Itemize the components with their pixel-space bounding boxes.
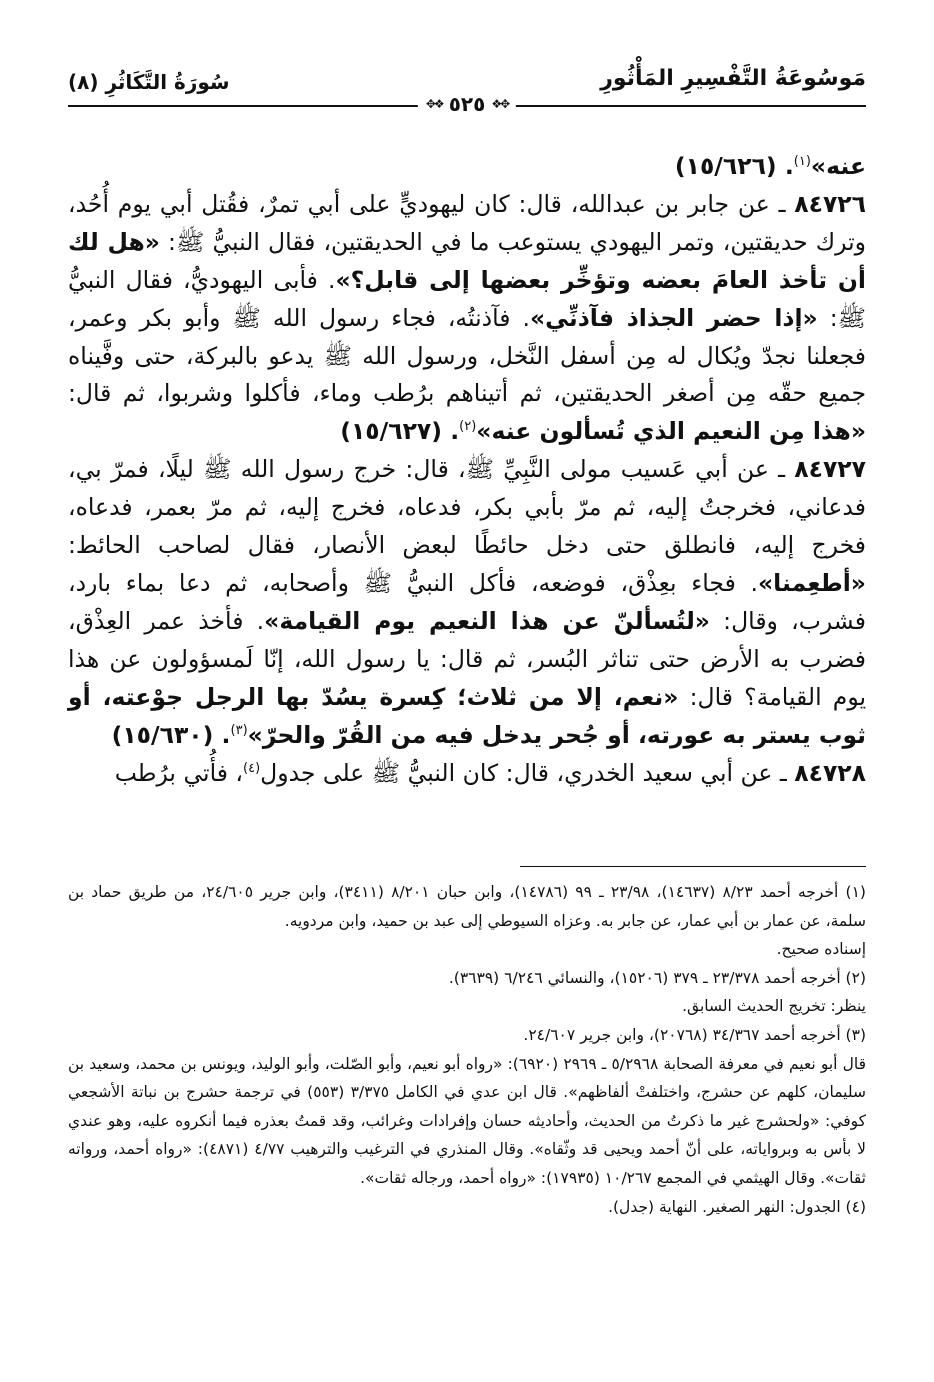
footnote-marker: (٢) <box>459 419 477 435</box>
footnotes <box>68 878 866 1221</box>
narration-text: ـ عن أبي عَسيب مولى النَّبِيِّ ﷺ، قال: خرج رسول الله ﷺ ليلًا، فمرّ بي، فدعاني، فخرجتُ إليه، ثم مرّ بأبي بكر، فدعاه، فخرج إليه، ثم مرّ بعمر، فدعاه، فخرج إليه، فانطلق حتى دخل حائطًا لبعض الأنصار، فقال لصاحب الحائط: <box>68 455 866 560</box>
surah-label: سُورَةُ التَّكَاثُرِ (٨) <box>68 70 230 94</box>
main-text <box>68 148 866 792</box>
ornament-right-icon: ❖✥ <box>491 97 509 111</box>
narration-text: . فآذنتُه، فجاء رسول الله ﷺ وأبو بكر وعمر، فجعلنا نجدّ ويُكال له مِن أسفل النَّخل، ورسول الله ﷺ يدعو بالبركة، حتى وفَّيناه جميع حقّه مِن أصغر الحديقتين، ثم أتيناهم برُطب وماء، فأكلوا وشربوا، ثم قال: <box>68 303 866 408</box>
narration-text: ـ عن أبي سعيد الخدري، قال: كان النبيُّ ﷺ على جدول <box>260 758 795 787</box>
hadith-number: ٨٤٧٢٧ <box>794 455 866 484</box>
narration-text: . فأبى اليهوديُّ، فقال النبيُّ ﷺ: <box>68 265 867 332</box>
hadith-number: ٨٤٧٢٨ <box>794 758 866 787</box>
prophetic-quote: «هذا مِن النعيم الذي تُسألون عنه» <box>476 417 866 446</box>
footnote: (١) أخرجه أحمد ٨/٢٣ (١٤٦٣٧)، ٢٣/٩٨ ـ ٩٩ (١٤٧٨٦)، وابن حبان ٨/٢٠١ (٣٤١١)، وابن جرير ٢٤/٦٠٥، من طريق حماد بن سلمة، عن عمار بن أبي عمار، عن جابر به. وعزاه السيوطي إلى عبد بن حميد، وابن مردويه. <box>68 883 866 930</box>
prophetic-quote: «لتُسألنّ عن هذا النعيم يوم القيامة» <box>264 606 710 635</box>
footnote-divider <box>520 866 866 867</box>
prophetic-quote: «أطعِمنا» <box>758 568 866 597</box>
volume-reference: . (١٥/٦٢٦) <box>674 152 794 180</box>
page-number-box <box>418 92 516 116</box>
volume-reference: . (١٥/٦٢٧) <box>340 417 460 446</box>
footnote-marker: (٣) <box>230 722 248 738</box>
hadith-number: ٨٤٧٢٦ <box>794 189 866 218</box>
prophetic-quote: «نعم، إلا من ثلاث؛ كِسرة يسُدّ بها الرجل جوْعته، أو ثوب يستر به عورته، أو جُحر يدخل فيه من القُرّ والحرّ» <box>68 682 866 749</box>
footnote: قال أبو نعيم في معرفة الصحابة ٥/٢٩٦٨ ـ ٢٩٦٩ (٦٩٢٠): «رواه أبو نعيم، وأبو الصّلت، وأبو الوليد، ويونس بن محمد، وسعيد بن سليمان، كلهم عن حشرج، واختلفتْ ألفاظهم». قال ابن عدي في الكامل ٣/٣٧٥ (٥٥٣) في ترجمة حشرج بن نباتة الأشجعي كوفي: «ولحشرج غير ما ذكرتُ من الحديث، وأحاديثه حسان وإفرادات وغرائب، وقد قمتُ بعذره فيما أنكروه عليه، وهو عندي لا بأس به وبرواياته، على أنّ أحمد ويحيى قد وثّقاه». وقال المنذري في الترغيب والترهيب ٤/٧٧ (٤٨٧١): «رواه أحمد، ورواته ثقات». وقال الهيثمي في المجمع ١٠/٢٦٧ (١٧٩٣٥): «رواه أحمد، ورجاله ثقات». <box>68 1054 866 1187</box>
footnote: (٢) أخرجه أحمد ٢٣/٣٧٨ ـ ٣٧٩ (١٥٢٠٦)، والنسائي ٦/٢٤٦ (٣٦٣٩). <box>448 968 866 987</box>
hadith-84726 <box>68 186 866 451</box>
footnote-marker: (١) <box>793 154 811 170</box>
narration-text: ، فأُتي برُطب <box>114 758 244 787</box>
footnote: إسناده صحيح. <box>776 940 866 959</box>
narration-text: ـ عن جابر بن عبدالله، قال: كان ليهوديٍّ على أبي تمرٌ، فقُتل أبي يوم أُحُد، وترك حديقتين، وتمر اليهودي يستوعب ما في الحديقتين، فقال النبيُّ ﷺ: <box>68 189 866 256</box>
prophetic-quote: «هل لك أن تأخذ العامَ بعضه وتؤخِّر بعضها إلى قابل؟» <box>68 227 866 294</box>
quote-end: عنه» <box>810 152 866 180</box>
paragraph-continuation <box>68 148 866 186</box>
ornament-left-icon: ✥❖ <box>425 97 443 111</box>
hadith-84728 <box>68 755 866 793</box>
footnote: ينظر: تخريج الحديث السابق. <box>682 997 866 1016</box>
footnote: (٤) الجدول: النهر الصغير. النهاية (جدل). <box>608 1197 866 1216</box>
book-title: مَوسُوعَةُ التَّفْسِيرِ المَأْثُورِ <box>600 66 866 91</box>
prophetic-quote: «إذا حضر الجذاذ فآذنِّي» <box>529 303 818 332</box>
narration-text: . فأخذ عمر العِذْق، فضرب به الأرض حتى تناثر البُسر، ثم قال: يا رسول الله، إنّا لَمسؤولون عن هذا يوم القيامة؟ قال: <box>68 606 866 711</box>
footnote-marker: (٤) <box>243 760 261 776</box>
page-header <box>68 62 866 120</box>
footnote: (٣) أخرجه أحمد ٣٤/٣٦٧ (٢٠٧٦٨)، وابن جرير ٢٤/٦٠٧. <box>523 1025 866 1044</box>
hadith-84727 <box>68 451 866 754</box>
volume-reference: . (١٥/٦٣٠) <box>111 720 231 749</box>
narration-text: . فجاء بعِذْق، فوضعه، فأكل النبيُّ ﷺ وأصحابه، ثم دعا بماء بارد، فشرب، وقال: <box>68 568 866 635</box>
page-number: ٥٢٥ <box>448 92 486 116</box>
